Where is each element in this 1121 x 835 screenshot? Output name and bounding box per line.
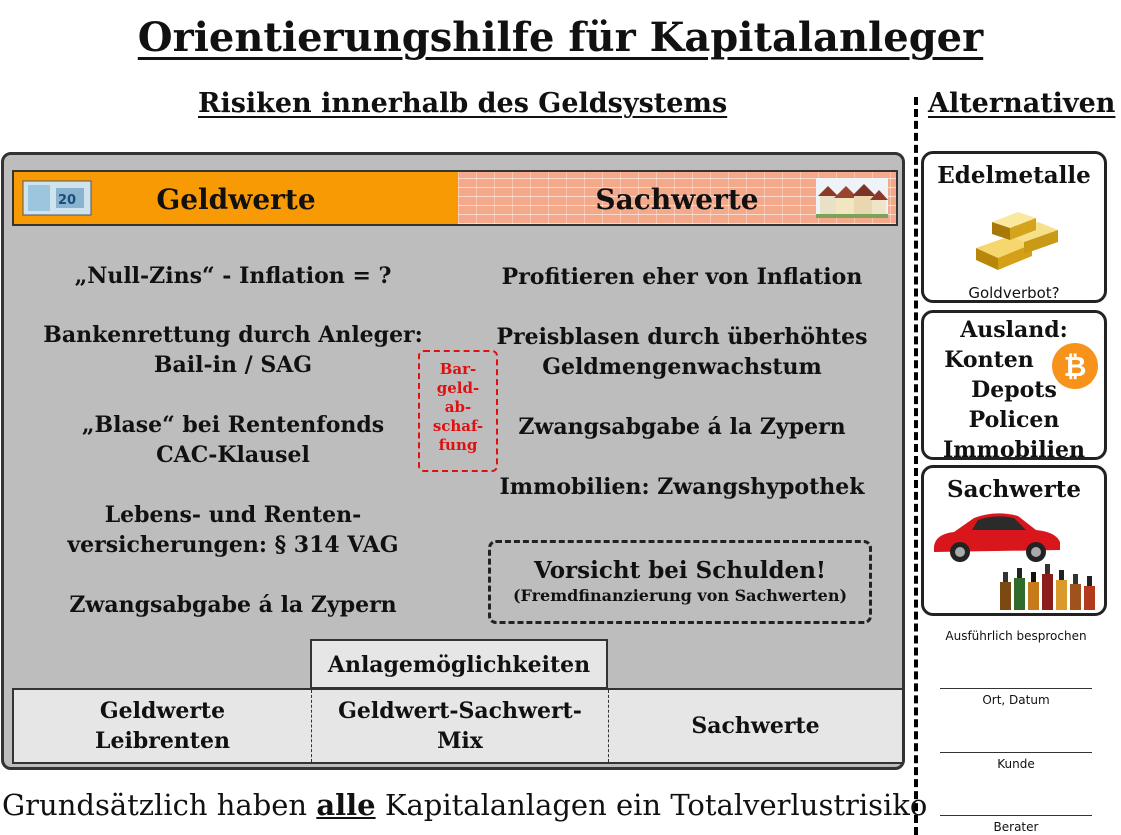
signature-line-kunde[interactable] xyxy=(940,752,1092,753)
left-item-5 xyxy=(38,590,428,620)
left-item-5-line: Zwangsabgabe á la Zypern xyxy=(69,592,397,618)
anlage-cell-geldwerte xyxy=(14,690,311,762)
geldwerte-header-label: Geldwerte xyxy=(156,183,316,216)
right-item-4-line: Immobilien: Zwangshypothek xyxy=(499,474,865,500)
anlage-cell-mix-line-1: Geldwert-Sachwert- xyxy=(338,698,582,724)
left-item-2 xyxy=(38,320,428,380)
banknote-icon xyxy=(22,180,92,216)
left-item-4-line-1: Lebens- und Renten- xyxy=(104,502,362,528)
card-edelmetalle-title: Edelmetalle xyxy=(937,162,1091,189)
debt-warning-box xyxy=(488,540,872,624)
bargeld-line-5: fung xyxy=(438,436,478,454)
card-edelmetalle xyxy=(921,151,1107,303)
risks-heading: Risiken innerhalb des Geldsystems xyxy=(198,88,728,119)
anlage-cell-sachwerte xyxy=(609,690,902,762)
sports-car-icon xyxy=(930,506,1064,564)
card-sachwerte-title: Sachwerte xyxy=(946,476,1082,503)
sachwerte-header-label: Sachwerte xyxy=(595,183,759,216)
bitcoin-icon xyxy=(1050,341,1100,391)
right-item-2 xyxy=(488,322,876,382)
footer-post: Kapitalanlagen ein Totalverlustrisiko xyxy=(375,788,928,822)
left-item-1 xyxy=(38,261,428,291)
bargeld-line-2: geld- xyxy=(436,379,480,397)
right-item-1 xyxy=(488,262,876,292)
anlage-cell-mix xyxy=(311,690,609,762)
left-item-4-line-2: versicherungen: § 314 VAG xyxy=(67,532,399,558)
signature-note: Ausführlich besprochen xyxy=(945,629,1087,643)
page-title: Orientierungshilfe für Kapitalanleger xyxy=(137,14,984,61)
debt-warning-subtitle: (Fremdfinanzierung von Sachwerten) xyxy=(512,586,848,605)
footer-disclaimer xyxy=(2,788,927,822)
anlage-cell-sachwerte-line: Sachwerte xyxy=(691,713,820,739)
right-item-3-line: Zwangsabgabe á la Zypern xyxy=(518,414,846,440)
bargeld-abschaffung-box xyxy=(418,350,498,472)
right-item-1-line: Profitieren eher von Inflation xyxy=(501,264,863,290)
left-item-3-line-2: CAC-Klausel xyxy=(156,442,310,468)
signature-line-berater[interactable] xyxy=(940,815,1092,816)
signature-label-berater: Berater xyxy=(993,820,1039,834)
card-ausland-line-2: Konten xyxy=(944,347,1034,373)
card-ausland-line-4: Policen xyxy=(968,407,1060,433)
dashed-divider xyxy=(914,97,918,835)
signature-label-kunde: Kunde xyxy=(997,757,1035,771)
signature-label-ort: Ort, Datum xyxy=(982,693,1050,707)
footer-pre: Grundsätzlich haben xyxy=(2,788,317,822)
bargeld-line-1: Bar- xyxy=(439,360,477,378)
signature-line-ort[interactable] xyxy=(940,688,1092,689)
left-item-2-line-1: Bankenrettung durch Anleger: xyxy=(43,322,423,348)
debt-warning-title: Vorsicht bei Schulden! xyxy=(533,557,827,584)
anlage-cell-mix-line-2: Mix xyxy=(437,728,483,754)
left-item-3 xyxy=(38,410,428,470)
alternatives-heading: Alternativen xyxy=(928,88,1116,119)
anlage-cell-geldwerte-line-1: Geldwerte xyxy=(99,698,226,724)
right-item-2-line-1: Preisblasen durch überhöhtes xyxy=(496,324,868,350)
bargeld-line-3: ab- xyxy=(444,398,472,416)
gold-bars-icon xyxy=(970,204,1062,274)
card-sachwerte xyxy=(921,465,1107,616)
left-item-2-line-2: Bail-in / SAG xyxy=(153,352,313,378)
banknote-value: 20 xyxy=(58,193,77,208)
card-ausland xyxy=(921,310,1107,463)
card-ausland-line-1: Ausland: xyxy=(960,317,1068,343)
anlage-tab: Anlagemöglichkeiten xyxy=(310,639,608,689)
bargeld-line-4: schaf- xyxy=(432,417,484,435)
anlage-table xyxy=(12,688,904,764)
liquor-bottles-icon xyxy=(996,564,1106,612)
right-item-2-line-2: Geldmengenwachstum xyxy=(542,354,822,380)
left-item-1-line: „Null-Zins“ - Inflation = ? xyxy=(74,263,392,289)
left-item-3-line-1: „Blase“ bei Rentenfonds xyxy=(81,412,385,438)
right-item-4 xyxy=(488,472,876,502)
card-ausland-line-5: Immobilien xyxy=(943,437,1085,463)
card-edelmetalle-caption: Goldverbot? xyxy=(968,284,1060,302)
left-item-4 xyxy=(38,500,428,560)
right-item-3 xyxy=(488,412,876,442)
card-ausland-line-3: Depots xyxy=(971,377,1057,403)
footer-bold: alle xyxy=(316,788,376,822)
anlage-cell-geldwerte-line-2: Leibrenten xyxy=(95,728,230,754)
houses-icon xyxy=(816,178,888,218)
svg-text:₿: ₿ xyxy=(1063,350,1087,383)
